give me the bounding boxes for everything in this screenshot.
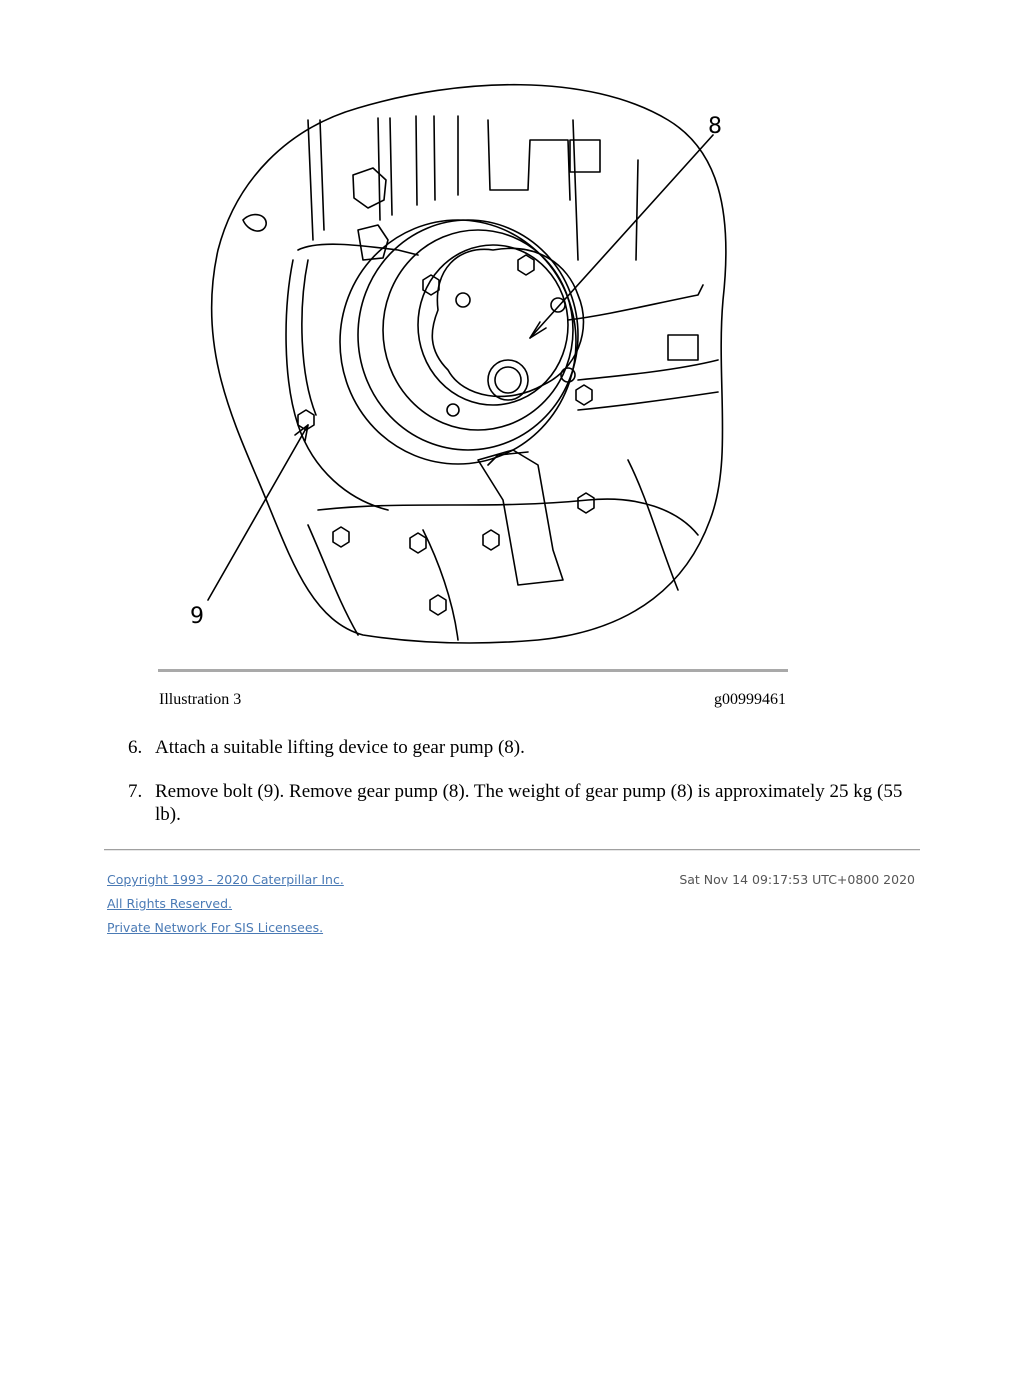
illustration-divider (158, 669, 788, 672)
step-item (128, 736, 908, 759)
step-number: 7. (128, 781, 143, 802)
callout-label-9: 9 (190, 604, 204, 629)
step-number: 6. (128, 737, 143, 758)
page-footer (107, 872, 917, 944)
timestamp: Sat Nov 14 09:17:53 UTC+0800 2020 (679, 872, 915, 887)
illustration-id: g00999461 (714, 691, 786, 708)
network-link[interactable]: Private Network For SIS Licensees. (107, 920, 324, 935)
step-item (128, 780, 908, 826)
step-text: Remove bolt (9). Remove gear pump (8). The weight of gear pump (8) is approximately 25 kg (55 lb). (155, 781, 903, 825)
footer-divider (104, 849, 920, 851)
gear-pump-illustration (158, 80, 788, 655)
callout-label-8: 8 (708, 114, 722, 139)
step-text: Attach a suitable lifting device to gear pump (8). (155, 737, 525, 758)
procedure-steps (128, 736, 908, 847)
rights-link[interactable]: All Rights Reserved. (107, 896, 233, 911)
copyright-link[interactable]: Copyright 1993 - 2020 Caterpillar Inc. (107, 872, 344, 887)
illustration-caption: Illustration 3 (159, 691, 242, 708)
